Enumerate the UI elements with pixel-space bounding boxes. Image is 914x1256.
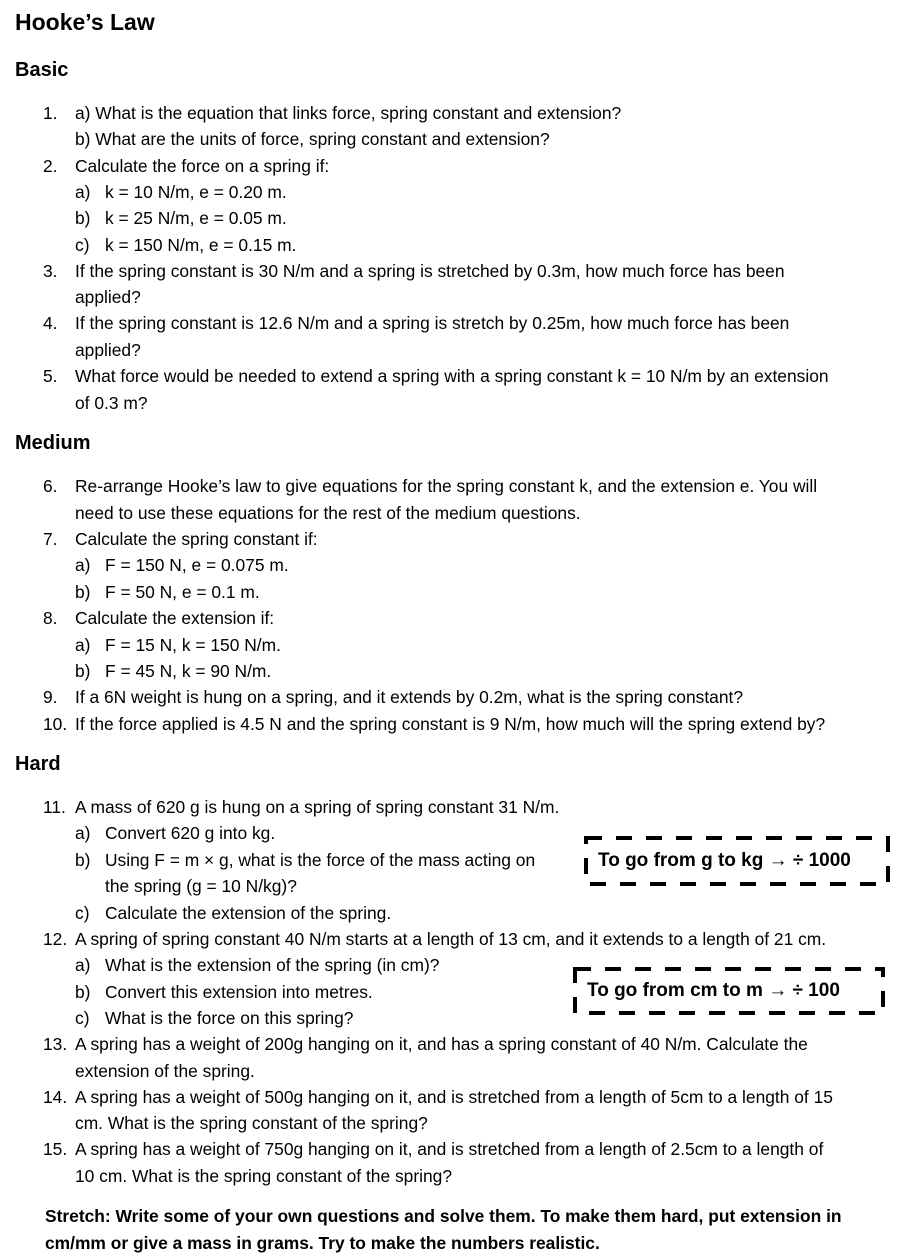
sub-text: k = 25 N/m, e = 0.05 m.	[105, 208, 287, 228]
sub-text: k = 150 N/m, e = 0.15 m.	[105, 235, 297, 255]
question-text: A spring of spring constant 40 N/m starts at a length of 13 cm, and it extends to a length of 21 cm.	[75, 929, 827, 949]
question-text: If the spring constant is 12.6 N/m and a spring is stretch by 0.25m, how much force has been	[75, 313, 790, 333]
question-text: of 0.3 m?	[75, 393, 148, 413]
question-text: need to use these equations for the rest of the medium questions.	[75, 503, 581, 523]
tip-text: To go from cm to m → ÷ 100	[587, 980, 840, 1001]
sub-label: a)	[75, 955, 91, 975]
sub-text: Convert this extension into metres.	[105, 982, 373, 1002]
question-number: 6.	[43, 476, 58, 496]
question-text: A mass of 620 g is hung on a spring of spring constant 31 N/m.	[75, 797, 560, 817]
question-text: applied?	[75, 340, 141, 360]
question-number: 4.	[43, 313, 58, 333]
tip-box-g-to-kg	[584, 836, 890, 886]
sub-label: c)	[75, 235, 90, 255]
stretch-task-line-1: Stretch: Write some of your own questions and solve them. To make them hard, put extension in	[45, 1206, 842, 1226]
question-number: 11.	[43, 797, 66, 817]
sub-text: F = 15 N, k = 150 N/m.	[105, 635, 281, 655]
sub-text: What is the force on this spring?	[105, 1008, 354, 1028]
sub-label: a)	[75, 823, 91, 843]
question-text: What force would be needed to extend a spring with a spring constant k = 10 N/m by an extension	[75, 366, 829, 386]
sub-text: Convert 620 g into kg.	[105, 823, 276, 843]
question-text: cm. What is the spring constant of the spring?	[75, 1113, 428, 1133]
sub-label: b)	[75, 208, 91, 228]
sub-text: F = 50 N, e = 0.1 m.	[105, 582, 260, 602]
sub-text: What is the extension of the spring (in cm)?	[105, 955, 440, 975]
question-number: 14.	[43, 1087, 68, 1107]
question-number: 3.	[43, 261, 58, 281]
sub-label: b)	[75, 982, 91, 1002]
question-text: If the force applied is 4.5 N and the spring constant is 9 N/m, how much will the spring extend by?	[75, 714, 826, 734]
sub-label: c)	[75, 903, 90, 923]
question-number: 5.	[43, 366, 58, 386]
question-number: 15.	[43, 1139, 68, 1159]
stretch-task-line-2: cm/mm or give a mass in grams. Try to make the numbers realistic.	[45, 1233, 600, 1253]
question-text: Calculate the spring constant if:	[75, 529, 318, 549]
sub-text: k = 10 N/m, e = 0.20 m.	[105, 182, 287, 202]
question-number: 2.	[43, 156, 58, 176]
sub-label: b)	[75, 850, 91, 870]
question-number: 13.	[43, 1034, 68, 1054]
sub-label: a)	[75, 635, 91, 655]
sub-label: c)	[75, 1008, 90, 1028]
question-text: A spring has a weight of 200g hanging on it, and has a spring constant of 40 N/m. Calculate the	[75, 1034, 808, 1054]
question-text: A spring has a weight of 750g hanging on it, and is stretched from a length of 2.5cm to a length of	[75, 1139, 824, 1159]
question-text: If the spring constant is 30 N/m and a spring is stretched by 0.3m, how much force has been	[75, 261, 785, 281]
sub-text: Using F = m × g, what is the force of the mass acting on	[105, 850, 536, 870]
section-heading-medium: Medium	[15, 432, 91, 454]
question-text: b) What are the units of force, spring constant and extension?	[75, 129, 550, 149]
section-heading-hard: Hard	[15, 753, 61, 775]
question-number: 10.	[43, 714, 68, 734]
question-number: 9.	[43, 687, 58, 707]
question-text: Calculate the force on a spring if:	[75, 156, 330, 176]
sub-text: Calculate the extension of the spring.	[105, 903, 392, 923]
sub-label: a)	[75, 182, 91, 202]
sub-label: a)	[75, 555, 91, 575]
question-number: 12.	[43, 929, 68, 949]
question-text: A spring has a weight of 500g hanging on it, and is stretched from a length of 5cm to a length of 15	[75, 1087, 833, 1107]
sub-label: b)	[75, 661, 91, 681]
question-number: 8.	[43, 608, 58, 628]
tip-text: To go from g to kg → ÷ 1000	[598, 850, 851, 871]
question-text: a) What is the equation that links force, spring constant and extension?	[75, 103, 622, 123]
sub-text: F = 45 N, k = 90 N/m.	[105, 661, 272, 681]
question-text: applied?	[75, 287, 141, 307]
sub-label: b)	[75, 582, 91, 602]
question-text: If a 6N weight is hung on a spring, and it extends by 0.2m, what is the spring constant?	[75, 687, 743, 707]
sub-text: F = 150 N, e = 0.075 m.	[105, 555, 289, 575]
tip-box-cm-to-m	[573, 967, 885, 1015]
page-title: Hooke’s Law	[15, 9, 155, 35]
question-text: Re-arrange Hooke’s law to give equations for the spring constant k, and the extension e. You will	[75, 476, 818, 496]
question-text: 10 cm. What is the spring constant of the spring?	[75, 1166, 452, 1186]
question-number: 7.	[43, 529, 58, 549]
question-text: Calculate the extension if:	[75, 608, 275, 628]
question-text: extension of the spring.	[75, 1061, 255, 1081]
question-number: 1.	[43, 103, 58, 123]
sub-text: the spring (g = 10 N/kg)?	[105, 876, 297, 896]
section-heading-basic: Basic	[15, 59, 69, 81]
